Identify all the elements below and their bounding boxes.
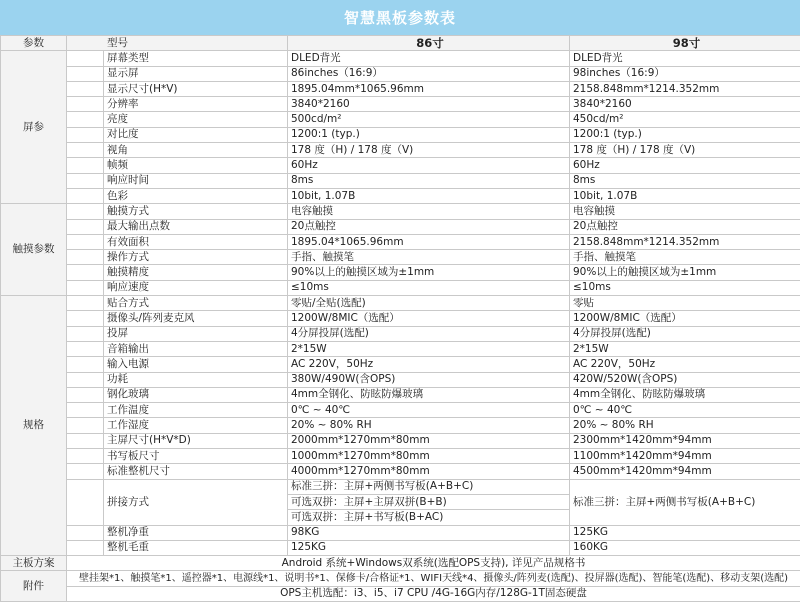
table-row — [1, 112, 800, 127]
param-label: 有效面积 — [104, 234, 288, 249]
table-row — [1, 341, 800, 356]
value-98: 8ms — [570, 173, 800, 188]
value-86: 1200:1 (typ.) — [288, 127, 570, 142]
value-86: 手指、触摸笔 — [288, 250, 570, 265]
value-86: 4mm全钢化、防眩防爆玻璃 — [288, 387, 570, 402]
blank-cell — [67, 143, 104, 158]
mainboard-label: 主板方案 — [1, 556, 67, 571]
value-98: 1200:1 (typ.) — [570, 127, 800, 142]
value-98: 标准三拼：主屏+两侧书写板(A+B+C) — [570, 479, 800, 525]
value-98: 4500mm*1420mm*94mm — [570, 464, 800, 479]
table-row — [1, 188, 800, 203]
param-label: 工作温度 — [104, 403, 288, 418]
param-label: 分辨率 — [104, 97, 288, 112]
accessories-value: 壁挂架*1、触摸笔*1、遥控器*1、电源线*1、说明书*1、保修卡/合格证*1、WIFI天线*4、摄像头/阵列麦(选配)、投屏器(选配)、智能笔(选配)、移动支架(选配) — [67, 571, 800, 586]
blank-cell — [67, 127, 104, 142]
table-row — [1, 250, 800, 265]
blank-cell — [67, 280, 104, 295]
param-label: 摄像头/阵列麦克风 — [104, 311, 288, 326]
table-row — [1, 204, 800, 219]
value-98: 1100mm*1420mm*94mm — [570, 449, 800, 464]
mainboard-value: Android 系统+Windows双系统(选配OPS支持), 详见产品规格书 — [67, 556, 800, 571]
value-86: 3840*2160 — [288, 97, 570, 112]
blank-cell — [67, 418, 104, 433]
value-98: 178 度（H) / 178 度（V) — [570, 143, 800, 158]
value-98: 手指、触摸笔 — [570, 250, 800, 265]
table-row — [1, 387, 800, 402]
param-label: 贴合方式 — [104, 296, 288, 311]
table-header-row — [1, 36, 800, 51]
category-screen: 屏参 — [1, 51, 67, 204]
value-98: 450cd/m² — [570, 112, 800, 127]
blank-cell — [67, 433, 104, 448]
blank-cell — [67, 449, 104, 464]
blank-cell — [67, 97, 104, 112]
table-row — [1, 586, 800, 601]
value-98: 0℃ ~ 40℃ — [570, 403, 800, 418]
blank-cell — [67, 387, 104, 402]
table-row — [1, 311, 800, 326]
table-row — [1, 219, 800, 234]
param-label: 投屏 — [104, 326, 288, 341]
value-98: DLED背光 — [570, 51, 800, 66]
table-row — [1, 265, 800, 280]
param-label: 触摸精度 — [104, 265, 288, 280]
param-label: 触摸方式 — [104, 204, 288, 219]
table-row — [1, 556, 800, 571]
value-86: DLED背光 — [288, 51, 570, 66]
value-98: 160KG — [570, 540, 800, 555]
table-row — [1, 234, 800, 249]
blank-cell — [67, 540, 104, 555]
value-86: 8ms — [288, 173, 570, 188]
spec-table — [0, 35, 800, 602]
value-86: 20点触控 — [288, 219, 570, 234]
value-86: 380W/490W(含OPS) — [288, 372, 570, 387]
value-86: 可选双拼：主屏+主屏双拼(B+B) — [288, 494, 570, 509]
header-param: 参数 — [1, 36, 67, 51]
accessories-label: 附件 — [1, 571, 67, 602]
param-label: 显示屏 — [104, 66, 288, 81]
value-98: 零贴 — [570, 296, 800, 311]
param-label: 主屏尺寸(H*V*D) — [104, 433, 288, 448]
value-86: 98KG — [288, 525, 570, 540]
blank-cell — [67, 51, 104, 66]
param-label: 响应速度 — [104, 280, 288, 295]
table-row — [1, 464, 800, 479]
param-label: 输入电源 — [104, 357, 288, 372]
category-spec: 规格 — [1, 296, 67, 556]
param-label: 标准整机尺寸 — [104, 464, 288, 479]
blank-cell — [67, 66, 104, 81]
page-title: 智慧黑板参数表 — [0, 0, 800, 35]
value-86: 电容触摸 — [288, 204, 570, 219]
value-98: 3840*2160 — [570, 97, 800, 112]
value-98: 4分屏投屏(选配) — [570, 326, 800, 341]
param-label: 书写板尺寸 — [104, 449, 288, 464]
value-98: 电容触摸 — [570, 204, 800, 219]
header-86: 86寸 — [288, 36, 570, 51]
value-86: 标准三拼：主屏+两侧书写板(A+B+C) — [288, 479, 570, 494]
blank-cell — [67, 81, 104, 96]
value-98: 20% ~ 80% RH — [570, 418, 800, 433]
table-row — [1, 372, 800, 387]
value-98: 420W/520W(含OPS) — [570, 372, 800, 387]
value-98: 125KG — [570, 525, 800, 540]
value-98: 2*15W — [570, 341, 800, 356]
value-86: 4000mm*1270mm*80mm — [288, 464, 570, 479]
table-row — [1, 357, 800, 372]
table-row — [1, 158, 800, 173]
table-row — [1, 127, 800, 142]
value-86: 60Hz — [288, 158, 570, 173]
value-86: ≤10ms — [288, 280, 570, 295]
table-row — [1, 97, 800, 112]
value-86: 2*15W — [288, 341, 570, 356]
value-86: 可选双拼：主屏+书写板(B+AC) — [288, 510, 570, 525]
blank-cell — [67, 326, 104, 341]
table-row — [1, 51, 800, 66]
param-label: 工作湿度 — [104, 418, 288, 433]
value-86: 1000mm*1270mm*80mm — [288, 449, 570, 464]
value-98: 2300mm*1420mm*94mm — [570, 433, 800, 448]
blank-cell — [67, 296, 104, 311]
value-86: 125KG — [288, 540, 570, 555]
table-row — [1, 143, 800, 158]
blank-cell — [67, 403, 104, 418]
value-86: 零贴/全贴(选配) — [288, 296, 570, 311]
table-row — [1, 540, 800, 555]
blank-cell — [67, 158, 104, 173]
value-98: 90%以上的触摸区域为±1mm — [570, 265, 800, 280]
ops-value: OPS主机选配：i3、i5、i7 CPU /4G-16G内存/128G-1T固态硬盘 — [67, 586, 800, 601]
table-row — [1, 418, 800, 433]
table-row — [1, 296, 800, 311]
value-98: 10bit, 1.07B — [570, 188, 800, 203]
value-98: ≤10ms — [570, 280, 800, 295]
value-98: AC 220V，50Hz — [570, 357, 800, 372]
table-row — [1, 326, 800, 341]
value-86: 86inches（16:9） — [288, 66, 570, 81]
table-row — [1, 571, 800, 586]
param-label: 对比度 — [104, 127, 288, 142]
value-86: 90%以上的触摸区域为±1mm — [288, 265, 570, 280]
blank-cell — [67, 250, 104, 265]
value-86: 2000mm*1270mm*80mm — [288, 433, 570, 448]
blank-cell — [67, 341, 104, 356]
blank-cell — [67, 311, 104, 326]
table-row — [1, 66, 800, 81]
param-label: 音箱输出 — [104, 341, 288, 356]
param-label: 帧频 — [104, 158, 288, 173]
table-row — [1, 525, 800, 540]
param-label: 亮度 — [104, 112, 288, 127]
value-98: 98inches（16:9） — [570, 66, 800, 81]
table-row — [1, 403, 800, 418]
value-98: 2158.848mm*1214.352mm — [570, 81, 800, 96]
param-label: 整机净重 — [104, 525, 288, 540]
param-label: 整机毛重 — [104, 540, 288, 555]
value-86: 1895.04*1065.96mm — [288, 234, 570, 249]
param-label: 拼接方式 — [104, 479, 288, 525]
table-row — [1, 280, 800, 295]
blank-cell — [67, 372, 104, 387]
blank-cell — [67, 112, 104, 127]
value-86: 178 度（H) / 178 度（V) — [288, 143, 570, 158]
param-label: 响应时间 — [104, 173, 288, 188]
param-label: 功耗 — [104, 372, 288, 387]
value-86: AC 220V，50Hz — [288, 357, 570, 372]
value-86: 4分屏投屏(选配) — [288, 326, 570, 341]
blank-cell — [67, 464, 104, 479]
value-86: 20% ~ 80% RH — [288, 418, 570, 433]
blank-cell — [67, 357, 104, 372]
table-row — [1, 173, 800, 188]
value-86: 0℃ ~ 40℃ — [288, 403, 570, 418]
table-row — [1, 449, 800, 464]
param-label: 屏幕类型 — [104, 51, 288, 66]
param-label: 显示尺寸(H*V) — [104, 81, 288, 96]
param-label: 色彩 — [104, 188, 288, 203]
value-98: 20点触控 — [570, 219, 800, 234]
value-98: 4mm全钢化、防眩防爆玻璃 — [570, 387, 800, 402]
value-86: 500cd/m² — [288, 112, 570, 127]
blank-cell — [67, 219, 104, 234]
blank-cell — [67, 188, 104, 203]
param-label: 钢化玻璃 — [104, 387, 288, 402]
param-label: 视角 — [104, 143, 288, 158]
blank-cell — [67, 234, 104, 249]
value-86: 1200W/8MIC（选配） — [288, 311, 570, 326]
blank-cell — [67, 525, 104, 540]
header-model: 型号 — [67, 36, 288, 51]
param-label: 操作方式 — [104, 250, 288, 265]
header-98: 98寸 — [570, 36, 800, 51]
blank-cell — [67, 265, 104, 280]
value-98: 60Hz — [570, 158, 800, 173]
table-row — [1, 433, 800, 448]
table-row — [1, 81, 800, 96]
table-row — [1, 479, 800, 494]
value-86: 1895.04mm*1065.96mm — [288, 81, 570, 96]
value-98: 2158.848mm*1214.352mm — [570, 234, 800, 249]
value-86: 10bit, 1.07B — [288, 188, 570, 203]
param-label: 最大输出点数 — [104, 219, 288, 234]
category-touch: 触摸参数 — [1, 204, 67, 296]
blank-cell — [67, 173, 104, 188]
blank-cell — [67, 479, 104, 525]
value-98: 1200W/8MIC（选配） — [570, 311, 800, 326]
blank-cell — [67, 204, 104, 219]
